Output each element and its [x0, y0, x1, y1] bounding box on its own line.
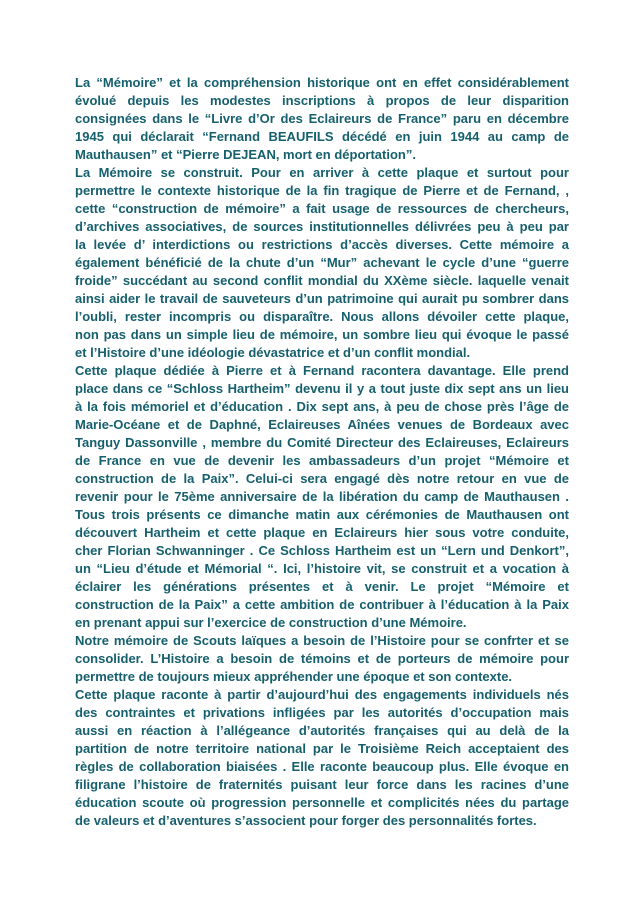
text-line: des contraintes et privations infligées par les autorités d’occupation mais [75, 705, 569, 720]
text-line: non pas dans un simple lieu de mémoire, un sombre lieu qui évoque le passé [75, 327, 569, 342]
text-line: l’oubli, rester incompris ou disparaître. Nous allons dévoiler cette plaque, [75, 309, 569, 324]
paragraph [75, 686, 569, 830]
text-content [75, 74, 569, 830]
text-line: un “Lieu d’étude et Mémorial “. Ici, l’histoire vit, se construit et a vocation à [75, 561, 569, 576]
text-line: Tanguy Dassonville , membre du Comité Directeur des Eclaireuses, Eclaireurs [75, 435, 569, 450]
text-line: La “Mémoire” et la compréhension historique ont en effet considérablement [75, 75, 569, 90]
text-line: place dans ce “Schloss Hartheim” devenu il y a tout juste dix sept ans un lieu [75, 381, 569, 396]
text-line: permettre le contexte historique de la fin tragique de Pierre et de Fernand, , [75, 183, 569, 198]
text-line: construction de la Paix”. Celui-ci sera engagé dès notre retour en vue de [75, 471, 569, 486]
text-line: cher Florian Schwanninger . Ce Schloss Hartheim est un “Lern und Denkort”, [75, 543, 569, 558]
text-line: d’archives associatives, de sources institutionnelles délivrées peu à peu par [75, 219, 569, 234]
text-line: éducation scoute où progression personnelle et complicités nées du partage [75, 795, 569, 810]
text-line: consignées dans le “Livre d’Or des Eclaireurs de France” paru en décembre [75, 111, 569, 126]
text-line: Marie-Océane et de Daphné, Eclaireuses Aînées venues de Bordeaux avec [75, 417, 569, 432]
text-line: évolué depuis les modestes inscriptions à propos de leur disparition [75, 93, 569, 108]
text-line: de valeurs et d’aventures s’associent pour forger des personnalités fortes. [75, 813, 537, 828]
text-line: également bénéficié de la chute d’un “Mur” achevant le cycle d’une “guerre [75, 255, 569, 270]
text-line: 1945 qui déclarait “Fernand BEAUFILS décédé en juin 1944 au camp de [75, 129, 569, 144]
text-line: partition de notre territoire national par le Troisième Reich acceptaient des [75, 741, 569, 756]
text-line: et l’Histoire d’une idéologie dévastatrice et d’un conflit mondial. [75, 345, 471, 360]
text-line: en prenant appui sur l’exercice de construction d’une Mémoire. [75, 615, 467, 630]
text-line: Cette plaque raconte à partir d’aujourd’hui des engagements individuels nés [75, 687, 569, 702]
text-line: La Mémoire se construit. Pour en arriver à cette plaque et surtout pour [75, 165, 569, 180]
text-line: Notre mémoire de Scouts laïques a besoin de l’Histoire pour se confrter et se [75, 633, 569, 648]
text-line: cette “construction de mémoire” a fait usage de ressources de chercheurs, [75, 201, 569, 216]
paragraph [75, 362, 569, 632]
text-line: aussi en réaction à l’allégeance d’autorités françaises qui au delà de la [75, 723, 569, 738]
text-line: découvert Hartheim et cette plaque en Eclaireurs hier sous votre conduite, [75, 525, 569, 540]
text-line: ainsi aider le travail de sauveteurs d’un patrimoine qui aurait pu sombrer dans [75, 291, 569, 306]
paragraph [75, 164, 569, 362]
text-line: Tous trois présents ce dimanche matin aux cérémonies de Mauthausen ont [75, 507, 569, 522]
text-line: Mauthausen” et “Pierre DEJEAN, mort en déportation”. [75, 147, 416, 162]
paragraph [75, 632, 569, 686]
paragraph [75, 74, 569, 164]
text-line: la levée d’ interdictions ou restrictions d’accès diverses. Cette mémoire a [75, 237, 569, 252]
text-line: de France en vue de devenir les ambassadeurs d’un projet “Mémoire et [75, 453, 569, 468]
text-line: filigrane l’histoire de fraternités puisant leur force dans les racines d’une [75, 777, 569, 792]
text-line: revenir pour le 75ème anniversaire de la libération du camp de Mauthausen . [75, 489, 569, 504]
text-line: éclairer les générations présentes et à venir. Le projet “Mémoire et [75, 579, 569, 594]
text-line: à la fois mémoriel et d’éducation . Dix sept ans, à peu de chose près l’âge de [75, 399, 569, 414]
text-line: Cette plaque dédiée à Pierre et à Fernand racontera davantage. Elle prend [75, 363, 569, 378]
text-line: froide” succédant au second conflit mondial du XXème siècle. laquelle venait [75, 273, 569, 288]
text-line: permettre de toujours mieux appréhender une époque et son contexte. [75, 669, 513, 684]
text-line: règles de collaboration biaisées . Elle raconte beaucoup plus. Elle évoque en [75, 759, 569, 774]
text-line: consolider. L’Histoire a besoin de témoins et de porteurs de mémoire pour [75, 651, 569, 666]
text-line: construction de la Paix” a cette ambition de contribuer à l’éducation à la Paix [75, 597, 569, 612]
